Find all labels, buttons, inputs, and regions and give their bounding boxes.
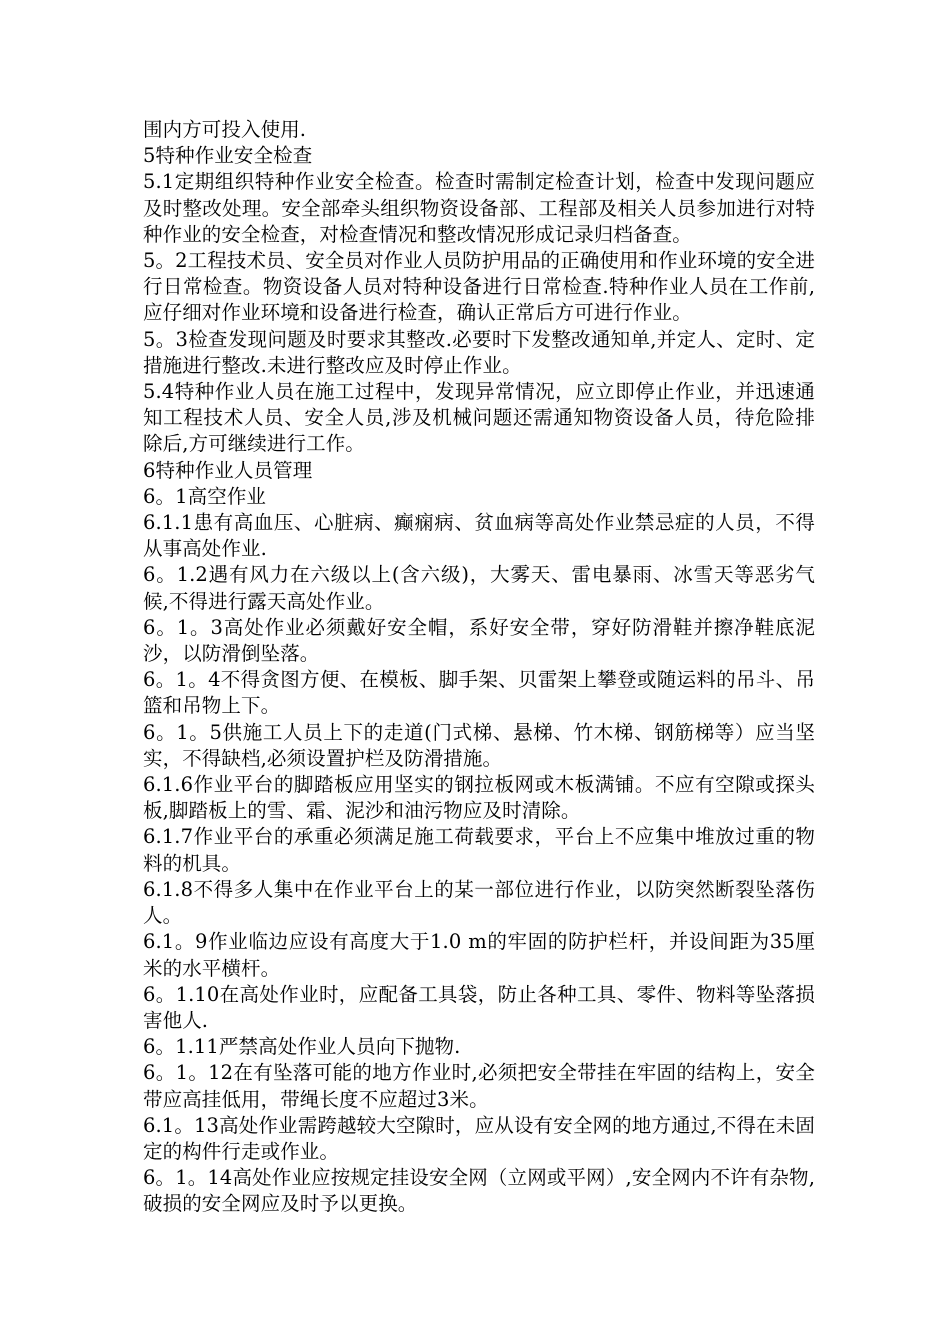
- paragraph-6-1-11: 6。1.11严禁高处作业人员向下抛物.: [143, 1035, 461, 1059]
- subsection-heading-6-1: 6。1高空作业: [143, 484, 267, 508]
- paragraph-6-1-6: 6.1.6作业平台的脚踏板应用坚实的钢拉板网或木板满铺。不应有空隙或探头板,脚踏板上的雪、霜、泥沙和油污物应及时清除。: [143, 773, 815, 823]
- paragraph-6-1-7: 6.1.7作业平台的承重必须满足施工荷载要求，平台上不应集中堆放过重的物料的机具。: [143, 825, 815, 875]
- paragraph-6-1-14: 6。1。14高处作业应按规定挂设安全网（立网或平网）,安全网内不许有杂物,破损的安全网应及时予以更换。: [143, 1166, 815, 1216]
- document-page: [143, 117, 815, 1218]
- paragraph-6-1-9: 6.1。9作业临边应设有高度大于1.0 m的牢固的防护栏杆，并设间距为35厘米的水平横杆。: [143, 930, 815, 980]
- paragraph-6-1-2: 6。1.2遇有风力在六级以上(含六级)，大雾天、雷电暴雨、冰雪天等恶劣气候,不得进行露天高处作业。: [143, 563, 815, 613]
- paragraph-6-1-4: 6。1。4不得贪图方便、在模板、脚手架、贝雷架上攀登或随运料的吊斗、吊篮和吊物上下。: [143, 668, 815, 718]
- paragraph-6-1-1: 6.1.1患有高血压、心脏病、癫痫病、贫血病等高处作业禁忌症的人员，不得从事高处作业.: [143, 511, 815, 561]
- paragraph-5-2: 5。2工程技术员、安全员对作业人员防护用品的正确使用和作业环境的安全进行日常检查。物资设备人员对特种设备进行日常检查.特种作业人员在工作前,应仔细对作业环境和设备进行检查，确认正常后方可进行作业。: [143, 249, 815, 325]
- paragraph-5-4: 5.4特种作业人员在施工过程中，发现异常情况，应立即停止作业，并迅速通知工程技术人员、安全人员,涉及机械问题还需通知物资设备人员，待危险排除后,方可继续进行工作。: [143, 380, 815, 456]
- paragraph-5-1: 5.1定期组织特种作业安全检查。检查时需制定检查计划，检查中发现问题应及时整改处理。安全部牵头组织物资设备部、工程部及相关人员参加进行对特种作业的安全检查，对检查情况和整改情况形成记录归档备查。: [143, 170, 815, 246]
- paragraph-6-1-12: 6。1。12在有坠落可能的地方作业时,必须把安全带挂在牢固的结构上，安全带应高挂低用，带绳长度不应超过3米。: [143, 1061, 815, 1111]
- paragraph-5-3: 5。3检查发现问题及时要求其整改.必要时下发整改通知单,并定人、定时、定措施进行整改.未进行整改应及时停止作业。: [143, 327, 815, 377]
- paragraph-6-1-10: 6。1.10在高处作业时，应配备工具袋，防止各种工具、零件、物料等坠落损害他人.: [143, 982, 815, 1032]
- section-heading-5: 5特种作业安全检查: [143, 144, 313, 168]
- paragraph-6-1-5: 6。1。5供施工人员上下的走道(门式梯、悬梯、竹木梯、钢筋梯等）应当坚实，不得缺档,必须设置护栏及防滑措施。: [143, 720, 815, 770]
- section-heading-6: 6特种作业人员管理: [143, 458, 313, 482]
- paragraph-6-1-3: 6。1。3高处作业必须戴好安全帽，系好安全带，穿好防滑鞋并擦净鞋底泥沙，以防滑倒坠落。: [143, 615, 815, 666]
- paragraph-6-1-13: 6.1。13高处作业需跨越较大空隙时，应从设有安全网的地方通过,不得在未固定的构件行走或作业。: [143, 1113, 815, 1163]
- paragraph-6-1-8: 6.1.8不得多人集中在作业平台上的某一部位进行作业，以防突然断裂坠落伤人。: [143, 877, 815, 928]
- paragraph-1: 围内方可投入使用.: [143, 118, 307, 141]
